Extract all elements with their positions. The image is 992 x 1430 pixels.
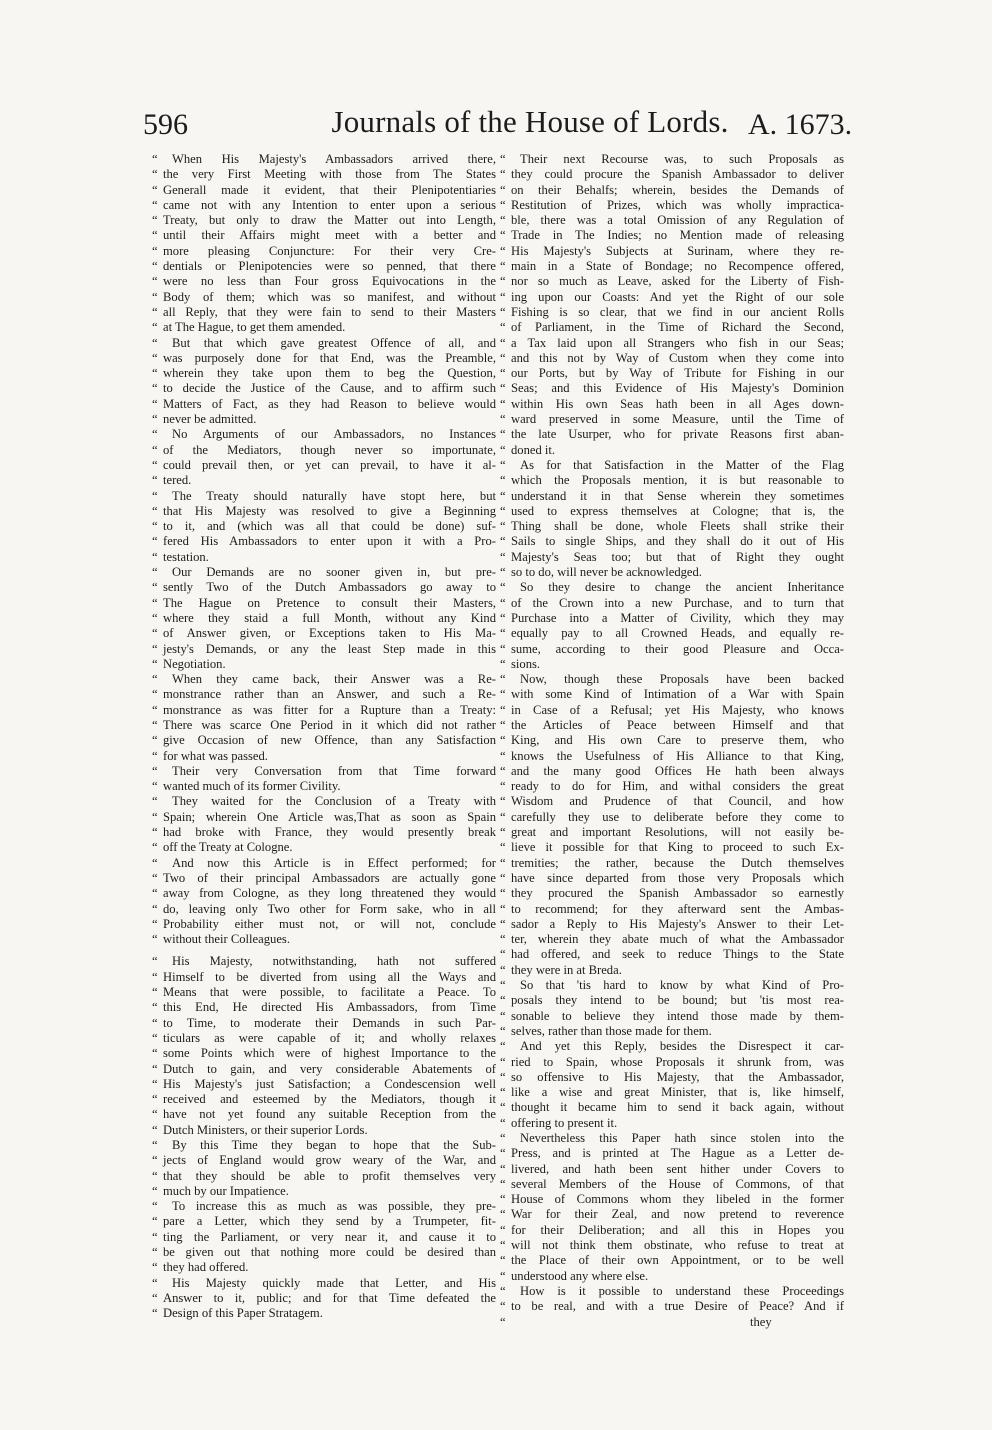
text-line: “ So they desire to change the ancient Inheritance xyxy=(500,580,844,595)
text-line: “ for what was passed. xyxy=(152,749,496,764)
running-title: Journals of the House of Lords. xyxy=(331,104,729,139)
text-line: “ ried to Spain, whose Proposals it shrunk from, was xyxy=(500,1055,844,1070)
text-line: “ Matters of Fact, as they had Reason to believe would xyxy=(152,397,496,412)
text-line: “ lieve it possible for that King to proceed to such Ex- xyxy=(500,840,844,855)
text-line: “ was purposely done for that End, was the Preamble, xyxy=(152,351,496,366)
text-line: “ Wisdom and Prudence of that Council, and how xyxy=(500,794,844,809)
text-line: “ His Majesty's just Satisfaction; a Condescension well xyxy=(152,1077,496,1092)
text-line: “ As for that Satisfaction in the Matter of the Flag xyxy=(500,458,844,473)
text-line: “ ble, there was a total Omission of any Regulation of xyxy=(500,213,844,228)
text-line: “ the Articles of Peace between Himself and that xyxy=(500,718,844,733)
text-line: “ ticulars as were capable of it; and wholly relaxes xyxy=(152,1031,496,1046)
text-line: “ Spain; wherein One Article was,That as soon as Spain xyxy=(152,810,496,825)
text-line: “ How is it possible to understand these Proceedings xyxy=(500,1284,844,1299)
page-number: 596 xyxy=(143,108,188,141)
text-line: “ Dutch Ministers, or their superior Lords. xyxy=(152,1123,496,1138)
text-line: “ in Case of a Refusal; yet His Majesty, who knows xyxy=(500,703,844,718)
text-line: “ sador a Reply to His Majesty's Answer to their Let- xyxy=(500,917,844,932)
text-line: “ the Place of their own Appointment, or to be well xyxy=(500,1253,844,1268)
text-line: “ will not think them obstinate, who refuse to treat at xyxy=(500,1238,844,1253)
text-line: “ War for their Zeal, and now pretend to reverence xyxy=(500,1207,844,1222)
text-line: “ Negotiation. xyxy=(152,657,496,672)
text-line: “ have since departed from those very Proposals which xyxy=(500,871,844,886)
text-line: “ several Members of the House of Commons, of that xyxy=(500,1177,844,1192)
text-line: “ sently Two of the Dutch Ambassadors go away to xyxy=(152,580,496,595)
text-line: “ offering to present it. xyxy=(500,1116,844,1131)
text-line: “ that they should be able to profit themselves very xyxy=(152,1169,496,1184)
left-column xyxy=(152,152,496,1322)
text-line: “ that His Majesty was resolved to give a Beginning xyxy=(152,504,496,519)
text-line: “ received and esteemed by the Mediators, though it xyxy=(152,1092,496,1107)
text-line: “ sume, according to their good Pleasure and Occa- xyxy=(500,642,844,657)
text-line: “ equally pay to all Crowned Heads, and equally re- xyxy=(500,626,844,641)
text-line: “ Himself to be diverted from using all the Ways and xyxy=(152,970,496,985)
text-line: “ of Parliament, in the Time of Richard the Second, xyxy=(500,320,844,335)
text-line: “ wanted much of its former Civility. xyxy=(152,779,496,794)
text-line: “ and this not by Way of Custom when they come into xyxy=(500,351,844,366)
text-line: “ ready to do for Him, and withal considers the great xyxy=(500,779,844,794)
text-line: “ ter, wherein they abate much of what the Ambassador xyxy=(500,932,844,947)
text-line: “ so to do, will never be acknowledged. xyxy=(500,565,844,580)
text-line: “ at The Hague, to get them amended. xyxy=(152,320,496,335)
text-line: “ they could procure the Spanish Ambassador to deliver xyxy=(500,167,844,182)
text-line: “ do, leaving only Two other for Form sake, who in all xyxy=(152,902,496,917)
text-line: “ understand it in that Sense wherein they sometimes xyxy=(500,489,844,504)
text-line: “ came not with any Intention to enter upon a serious xyxy=(152,198,496,213)
text-line: “ the very First Meeting with those from The States xyxy=(152,167,496,182)
text-line: “ jects of England would grow weary of the War, and xyxy=(152,1153,496,1168)
text-line: “ have not yet found any suitable Reception from the xyxy=(152,1107,496,1122)
text-line: “ never be admitted. xyxy=(152,412,496,427)
text-line: “ Treaty, but only to draw the Matter out into Length, xyxy=(152,213,496,228)
text-line: “ Now, though these Proposals have been backed xyxy=(500,672,844,687)
text-line: “ Our Demands are no sooner given in, but pre- xyxy=(152,565,496,580)
text-line: “ His Majesty's Subjects at Surinam, where they re- xyxy=(500,244,844,259)
text-line: “ Probability either must not, or will not, conclude xyxy=(152,917,496,932)
text-line: “ Majesty's Seas too; but that of Right they ought xyxy=(500,550,844,565)
text-line: “ Seas; and this Evidence of His Majesty's Dominion xyxy=(500,381,844,396)
text-line: “ and the many good Offices He hath been always xyxy=(500,764,844,779)
text-line: “ pare a Letter, which they send by a Trumpeter, fit- xyxy=(152,1214,496,1229)
text-line: “ with some Kind of Intimation of a War with Spain xyxy=(500,687,844,702)
text-line: “ to it, and (which was all that could be done) suf- xyxy=(152,519,496,534)
text-line: “ they had offered. xyxy=(152,1260,496,1275)
text-line: “ had broke with France, they would presently break xyxy=(152,825,496,840)
text-line: “ to be real, and with a true Desire of Peace? And if xyxy=(500,1299,844,1314)
text-line: “ The Treaty should naturally have stopt here, but xyxy=(152,489,496,504)
text-line: “ a Tax laid upon all Strangers who fish in our Seas; xyxy=(500,336,844,351)
text-line: “ Nevertheless this Paper hath since stolen into the xyxy=(500,1131,844,1146)
text-line: “ ward preserved in some Measure, until the Time of xyxy=(500,412,844,427)
page-header xyxy=(0,104,992,154)
text-line: “ There was scarce One Period in it which did not rather xyxy=(152,718,496,733)
text-line: “ Generall made it evident, that their Plenipotentiaries xyxy=(152,183,496,198)
text-line: “ some Points which were of highest Importance to the xyxy=(152,1046,496,1061)
text-line: “ The Hague on Pretence to consult their Masters, xyxy=(152,596,496,611)
text-line: “ House of Commons whom they libeled in the former xyxy=(500,1192,844,1207)
text-line: “ monstrance rather than an Answer, and such a Re- xyxy=(152,687,496,702)
text-line: “ His Majesty quickly made that Letter, and His xyxy=(152,1276,496,1291)
text-line: “ the late Usurper, who for private Reasons first aban- xyxy=(500,427,844,442)
text-line: “ Two of their principal Ambassadors are actually gone xyxy=(152,871,496,886)
text-line: “ carefully they use to deliberate before they come to xyxy=(500,810,844,825)
text-line: “ They waited for the Conclusion of a Treaty with xyxy=(152,794,496,809)
text-line: “ ing upon our Coasts: And yet the Right of our sole xyxy=(500,290,844,305)
text-line: “ of the Crown into a new Purchase, and to turn that xyxy=(500,596,844,611)
text-line: “ But that which gave greatest Offence of all, and xyxy=(152,336,496,351)
text-line: “ Body of them; which was so manifest, and without xyxy=(152,290,496,305)
text-line: “ thought it became him to send it back again, without xyxy=(500,1100,844,1115)
text-line: “ Sails to single Ships, and they shall do it out of His xyxy=(500,534,844,549)
text-line: “ until their Affairs might meet with a better and xyxy=(152,228,496,243)
text-line: “ testation. xyxy=(152,550,496,565)
text-line: “ King, and His own Care to preserve them, who xyxy=(500,733,844,748)
text-line: “ Their very Conversation from that Time forward xyxy=(152,764,496,779)
text-line: “ Restitution of Prizes, which was wholly impractica- xyxy=(500,198,844,213)
text-line: “ to recommend; for they afterward sent the Ambas- xyxy=(500,902,844,917)
text-line: “ And yet this Reply, besides the Disrespect it car- xyxy=(500,1039,844,1054)
text-line: “ away from Cologne, as they long threatened they would xyxy=(152,886,496,901)
text-line: “ selves, rather than those made for them. xyxy=(500,1024,844,1039)
text-line: “ dentials or Plenipotencies were so penned, that there xyxy=(152,259,496,274)
text-line: “ where they staid a full Month, without any Kind xyxy=(152,611,496,626)
text-line: “ our Ports, but by Way of Tribute for Fishing in our xyxy=(500,366,844,381)
text-line: “ to Time, to moderate their Demands in such Par- xyxy=(152,1016,496,1031)
text-line: “ were no less than Four gross Equivocations in the xyxy=(152,274,496,289)
text-line: “ more pleasing Conjuncture: For their very Cre- xyxy=(152,244,496,259)
text-line: “ sions. xyxy=(500,657,844,672)
text-line: “ posals they intend to be bound; but 'tis most rea- xyxy=(500,993,844,1008)
text-line: “ so offensive to His Majesty, that the Ambassador, xyxy=(500,1070,844,1085)
text-line: “ understood any where else. xyxy=(500,1269,844,1284)
text-line: “ And now this Article is in Effect performed; for xyxy=(152,856,496,871)
text-line: “ Trade in The Indies; no Mention made of releasing xyxy=(500,228,844,243)
text-line: “ Press, and is printed at The Hague as a Letter de- xyxy=(500,1146,844,1161)
text-line: “ Purchase into a Matter of Civility, which they may xyxy=(500,611,844,626)
text-line: “ ting the Parliament, or very near it, and cause it to xyxy=(152,1230,496,1245)
text-line: “ knows the Usefulness of His Alliance to that King, xyxy=(500,749,844,764)
text-line: “ main in a State of Bondage; no Recompence offered, xyxy=(500,259,844,274)
year-heading: A. 1673. xyxy=(748,108,853,141)
text-line: “ off the Treaty at Cologne. xyxy=(152,840,496,855)
text-line: “ which the Proposals mention, it is but reasonable to xyxy=(500,473,844,488)
text-line: “ So that 'tis hard to know by what Kind of Pro- xyxy=(500,978,844,993)
text-line: “ for their Deliberation; and all this in Hopes you xyxy=(500,1223,844,1238)
text-line: “ Answer to it, public; and for that Time defeated the xyxy=(152,1291,496,1306)
text-line: “ Design of this Paper Stratagem. xyxy=(152,1306,496,1321)
text-line: “ used to express themselves at Cologne; that is, the xyxy=(500,504,844,519)
text-line: “ tered. xyxy=(152,473,496,488)
text-line: “ they xyxy=(500,1315,844,1330)
text-line: “ His Majesty, notwithstanding, hath not suffered xyxy=(152,954,496,969)
text-line: “ By this Time they began to hope that the Sub- xyxy=(152,1138,496,1153)
text-line: “ Their next Recourse was, to such Proposals as xyxy=(500,152,844,167)
right-column xyxy=(500,152,844,1330)
text-line: “ nor so much as Leave, asked for the Liberty of Fish- xyxy=(500,274,844,289)
text-line: “ When His Majesty's Ambassadors arrived there, xyxy=(152,152,496,167)
text-line: “ they procured the Spanish Ambassador so earnestly xyxy=(500,886,844,901)
text-line: “ much by our Impatience. xyxy=(152,1184,496,1199)
text-line: “ sonable to believe they intend those made by them- xyxy=(500,1009,844,1024)
text-line: “ monstrance as was fitter for a Rupture than a Treaty: xyxy=(152,703,496,718)
text-line: “ be given out that nothing more could be desired than xyxy=(152,1245,496,1260)
text-line: “ to decide the Justice of the Cause, and to affirm such xyxy=(152,381,496,396)
text-line: “ like a wise and great Minister, that is, like himself, xyxy=(500,1085,844,1100)
text-line: “ fered His Ambassadors to enter upon it with a Pro- xyxy=(152,534,496,549)
text-line: “ tremities; the rather, because the Dutch themselves xyxy=(500,856,844,871)
text-line: “ within His own Seas hath been in all Ages down- xyxy=(500,397,844,412)
text-line: “ give Occasion of new Offence, than any Satisfaction xyxy=(152,733,496,748)
text-line: “ To increase this as much as was possible, they pre- xyxy=(152,1199,496,1214)
text-line: “ Means that were possible, to facilitate a Peace. To xyxy=(152,985,496,1000)
text-line: “ they were in at Breda. xyxy=(500,963,844,978)
text-line: “ Dutch to gain, and very considerable Abatements of xyxy=(152,1062,496,1077)
text-line: “ great and important Resolutions, will not easily be- xyxy=(500,825,844,840)
text-line: “ jesty's Demands, or any the least Step made in this xyxy=(152,642,496,657)
text-line: “ of the Mediators, though never so importunate, xyxy=(152,443,496,458)
text-line: “ had offered, and seek to reduce Things to the State xyxy=(500,947,844,962)
text-line: “ this End, He directed His Ambassadors, from Time xyxy=(152,1000,496,1015)
text-line: “ of Answer given, or Exceptions taken to His Ma- xyxy=(152,626,496,641)
text-line: “ wherein they take upon them to beg the Question, xyxy=(152,366,496,381)
text-line: “ Fishing is so clear, that we find in our ancient Rolls xyxy=(500,305,844,320)
text-line: “ livered, and hath been sent hither under Covers to xyxy=(500,1162,844,1177)
text-line: “ on their Behalfs; wherein, besides the Demands of xyxy=(500,183,844,198)
text-line: “ When they came back, their Answer was a Re- xyxy=(152,672,496,687)
text-line: “ Thing shall be done, whole Fleets shall strike their xyxy=(500,519,844,534)
text-line: “ doned it. xyxy=(500,443,844,458)
text-line: “ all Reply, that they were fain to send to their Masters xyxy=(152,305,496,320)
text-line: “ could prevail then, or yet can prevail, to have it al- xyxy=(152,458,496,473)
text-line: “ without their Colleagues. xyxy=(152,932,496,947)
text-line: “ No Arguments of our Ambassadors, no Instances xyxy=(152,427,496,442)
